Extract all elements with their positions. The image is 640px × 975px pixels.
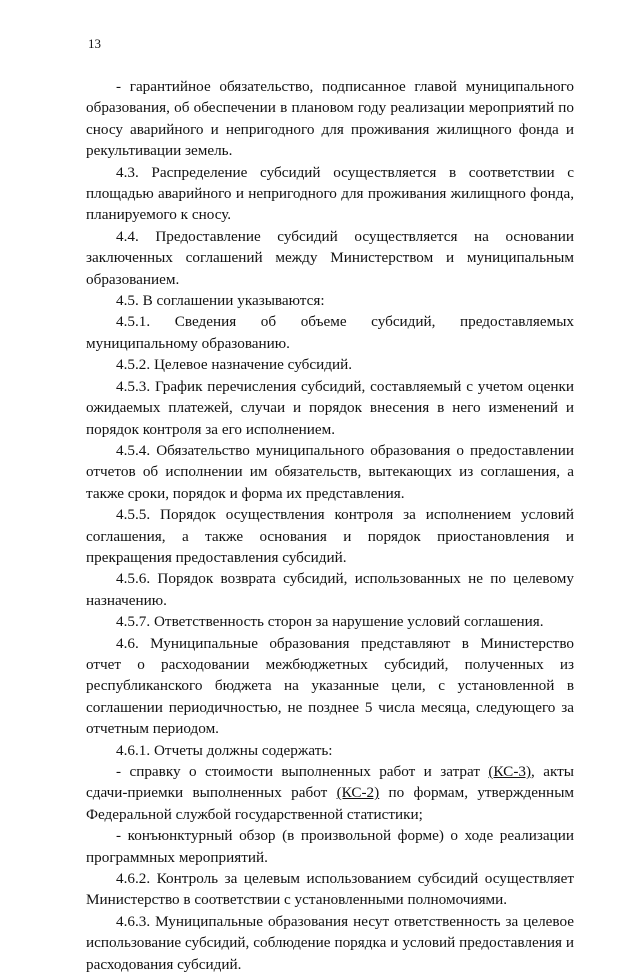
paragraph-4-5-4: 4.5.4. Обязательство муниципального образования о предоставлении отчетов об исполнении им обязательств, вытекающих из соглашения, а также сроки, порядок и форма их представления. — [86, 441, 574, 502]
paragraph-4-4: 4.4. Предоставление субсидий осуществляется на основании заключенных соглашений между Министерством и муниципальным образованием. — [86, 227, 574, 288]
paragraph-market-review: - конъюнктурный обзор (в произвольной форме) о ходе реализации программных мероприятий. — [86, 827, 574, 866]
paragraph-4-5-2: 4.5.2. Целевое назначение субсидий. — [116, 356, 352, 374]
paragraph-4-5-5: 4.5.5. Порядок осуществления контроля за исполнением условий соглашения, а также основания и порядок приостановления и прекращения предоставления субсидий. — [86, 506, 574, 566]
reports-certificate-text-middle: , акты сдачи-приемки выполненных работ — [86, 763, 574, 802]
paragraph-4-5: 4.5. В соглашении указываются: — [116, 292, 325, 310]
paragraph-guarantee-obligation: - гарантийное обязательство, подписанное главой муниципального образования, об обеспечении в плановом году реализации мероприятий по сносу аварийного и непригодного для проживания жилищного фонда и рекультивации земель. — [86, 78, 574, 160]
paragraph-reports-certificate — [86, 761, 574, 825]
paragraph-4-6-1: 4.6.1. Отчеты должны содержать: — [116, 741, 333, 759]
paragraph-4-5-7: 4.5.7. Ответственность сторон за нарушение условий соглашения. — [116, 613, 544, 631]
page-number: 13 — [88, 36, 101, 51]
paragraph-4-5-1: 4.5.1. Сведения об объеме субсидий, предоставляемых муниципальному образованию. — [86, 313, 574, 352]
ks3-form-link[interactable]: (КС-3) — [488, 763, 532, 780]
paragraph-4-5-3: 4.5.3. График перечисления субсидий, составляемый с учетом оценки ожидаемых платежей, случаи и порядок внесения в него изменений и порядок контроля за его исполнением. — [86, 377, 574, 438]
paragraph-4-6-2: 4.6.2. Контроль за целевым использованием субсидий осуществляет Министерство в соответствии с установленными полномочиями. — [86, 870, 574, 909]
reports-certificate-text-start: - справку о стоимости выполненных работ и затрат — [116, 763, 489, 780]
paragraph-4-6: 4.6. Муниципальные образования представляют в Министерство отчет о расходовании межбюджетных субсидий, полученных из республиканского бюджета на указанные цели, с установленной в соглашении периодичностью, не позднее 5 числа месяца, следующего за отчетным периодом. — [86, 634, 574, 738]
paragraph-4-6-3: 4.6.3. Муниципальные образования несут ответственность за целевое использование субсидий, соблюдение порядка и условий предоставления и расходования субсидий. — [86, 912, 574, 973]
paragraph-4-5-6: 4.5.6. Порядок возврата субсидий, использованных не по целевому назначению. — [86, 570, 574, 609]
ks2-form-link[interactable]: (КС-2) — [336, 784, 380, 802]
reports-certificate-text-end: по формам, утвержденным Федеральной службой государственной статистики; — [86, 784, 575, 823]
paragraph-4-3: 4.3. Распределение субсидий осуществляется в соответствии с площадью аварийного и непригодного для проживания жилищного фонда, планируемого к сносу. — [86, 163, 574, 224]
document-body — [86, 76, 574, 975]
